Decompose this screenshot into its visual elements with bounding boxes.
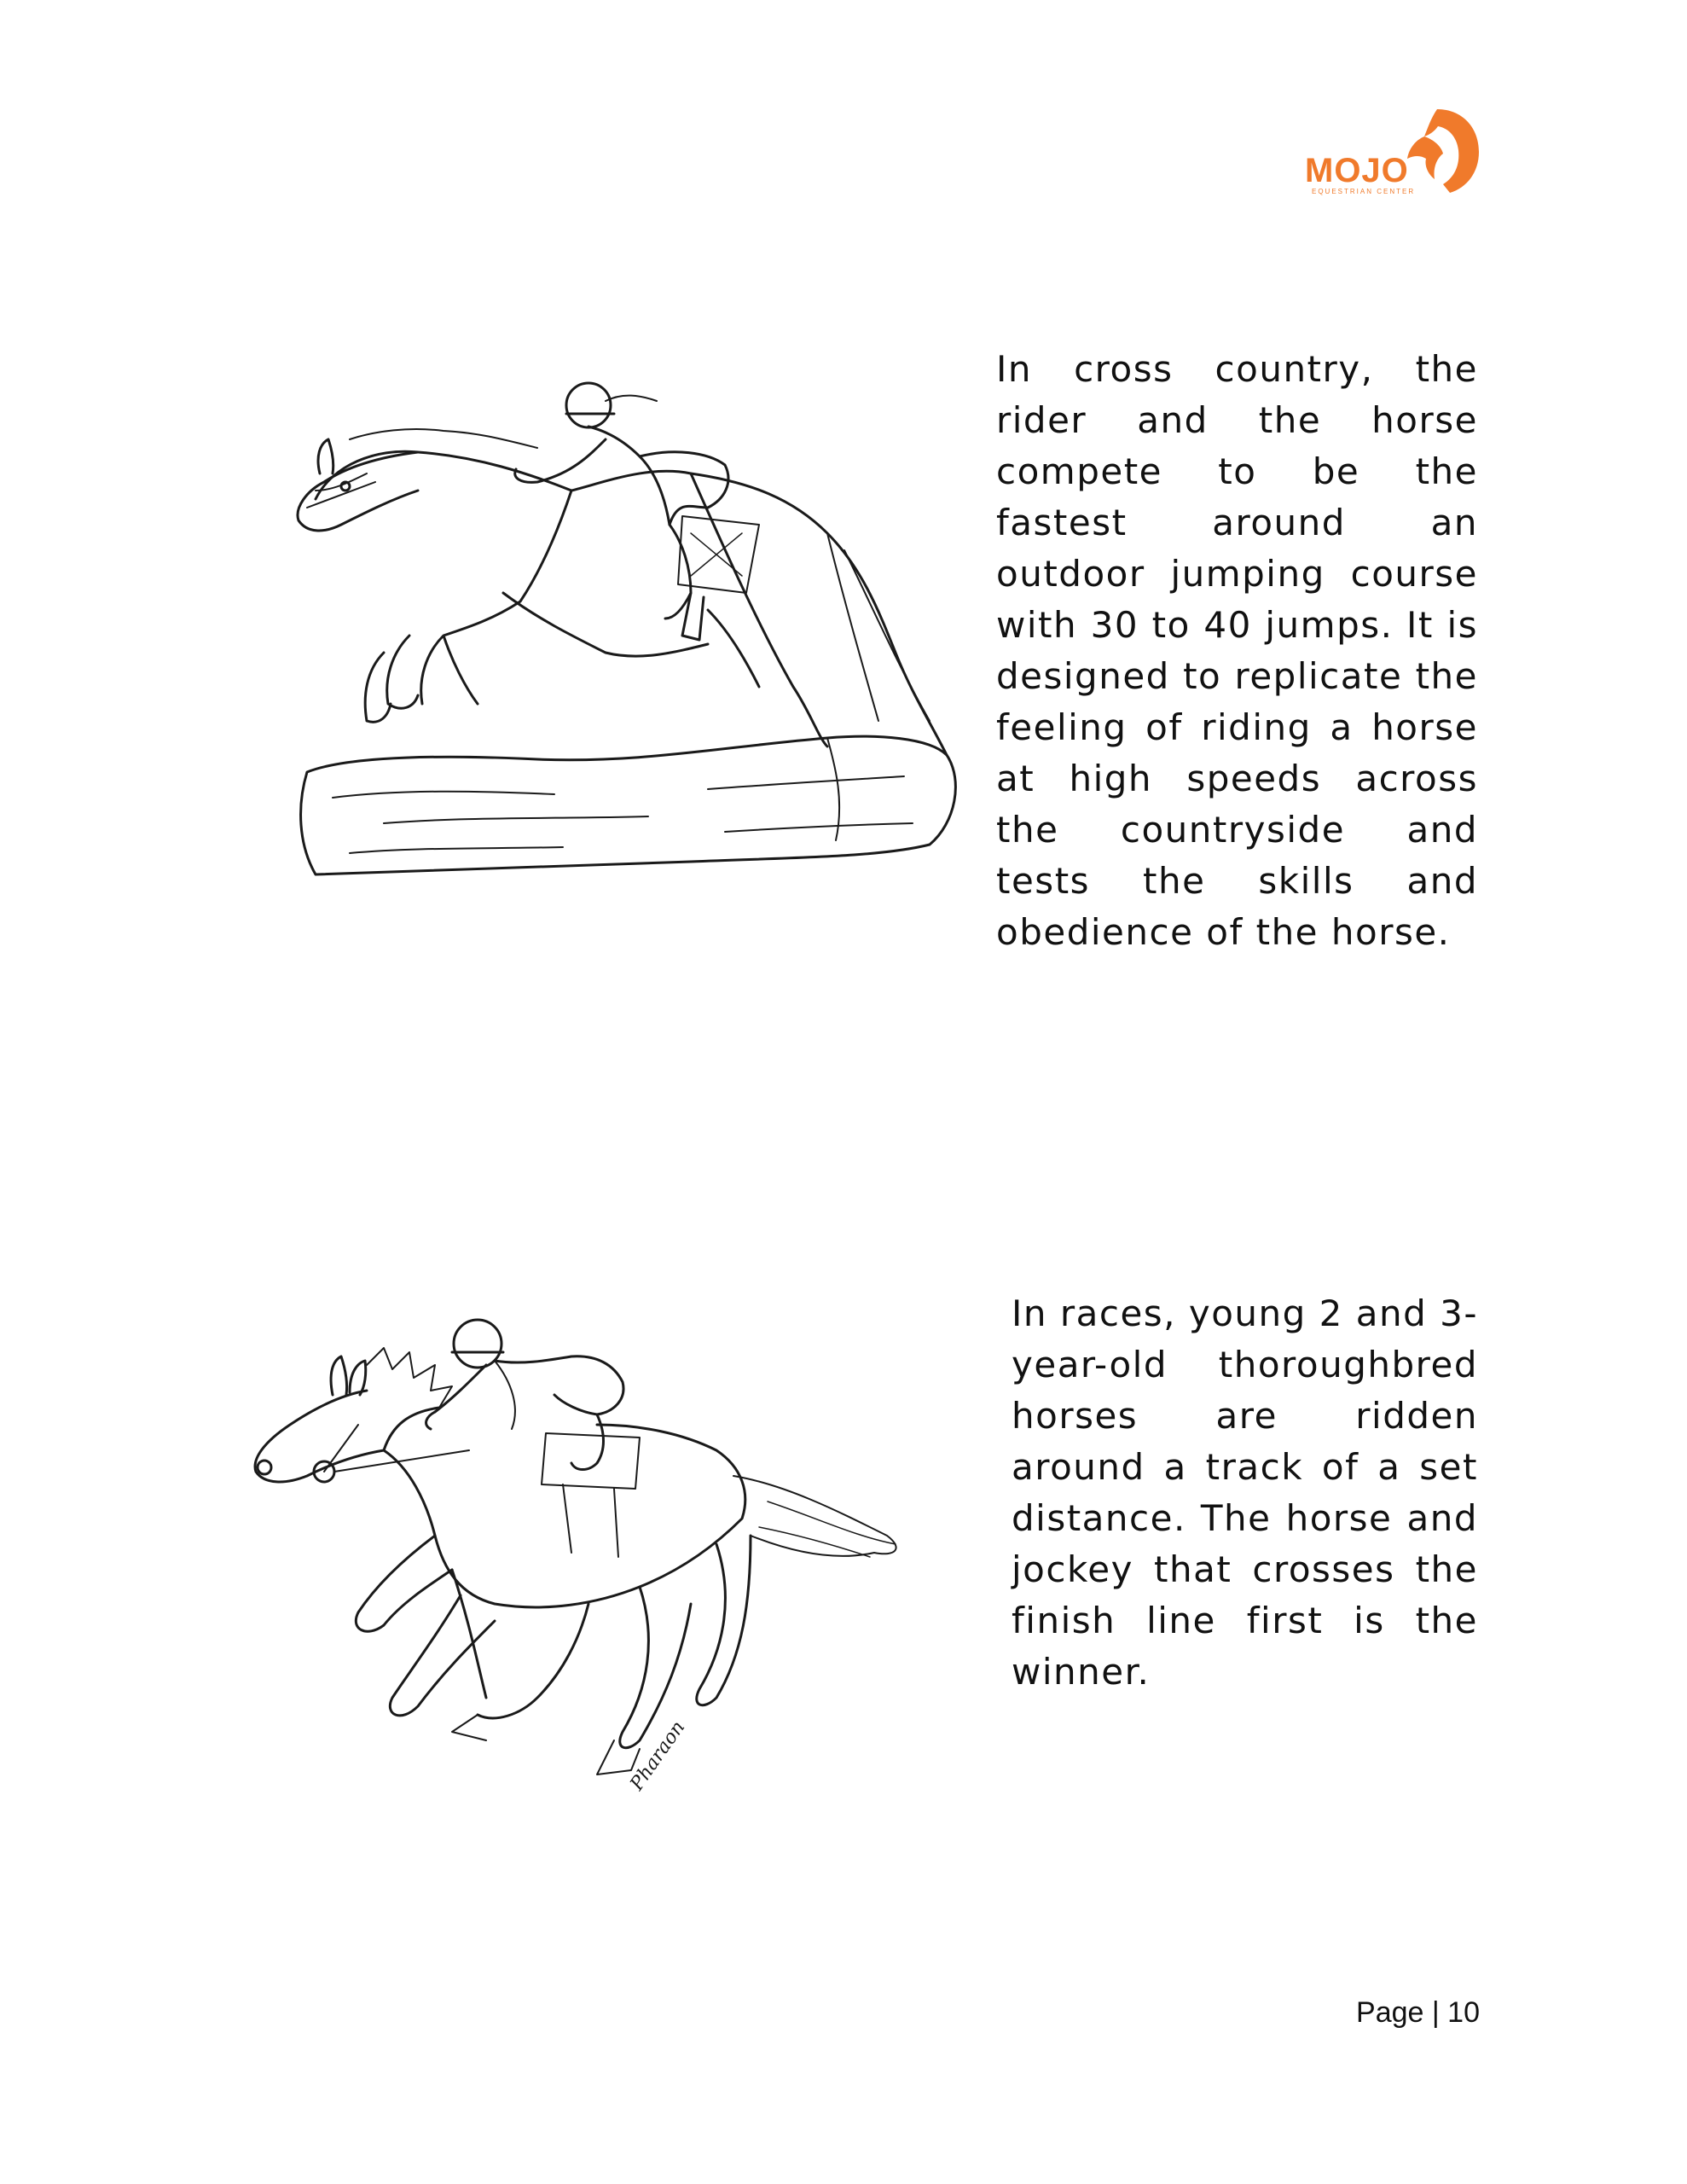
mojo-logo [1305, 102, 1484, 196]
logo-wordmark: MOJO [1305, 152, 1409, 189]
logo-tagline: EQUESTRIAN CENTER [1312, 188, 1416, 195]
artist-signature: Pharaon [626, 1716, 690, 1795]
cross-country-jump-drawing [281, 380, 981, 879]
cross-country-paragraph: In cross country, the rider and the horse compete to be the fastest around an outdoor jumping course with 30 to 40 jumps. It is designed to replicate the feeling of riding a horse at high speeds across the countryside and tests the skills and obedience of the horse. [996, 348, 1478, 953]
races-paragraph: In races, young 2 and 3-year-old thoroughbred horses are ridden around a track of a set distance. The horse and jockey that crosses the finish line first is the winner. [1012, 1292, 1478, 1693]
racehorse-jockey-drawing [239, 1314, 972, 1826]
horse-head-icon [1390, 102, 1484, 196]
page-number: Page | 10 [1356, 1996, 1480, 2029]
